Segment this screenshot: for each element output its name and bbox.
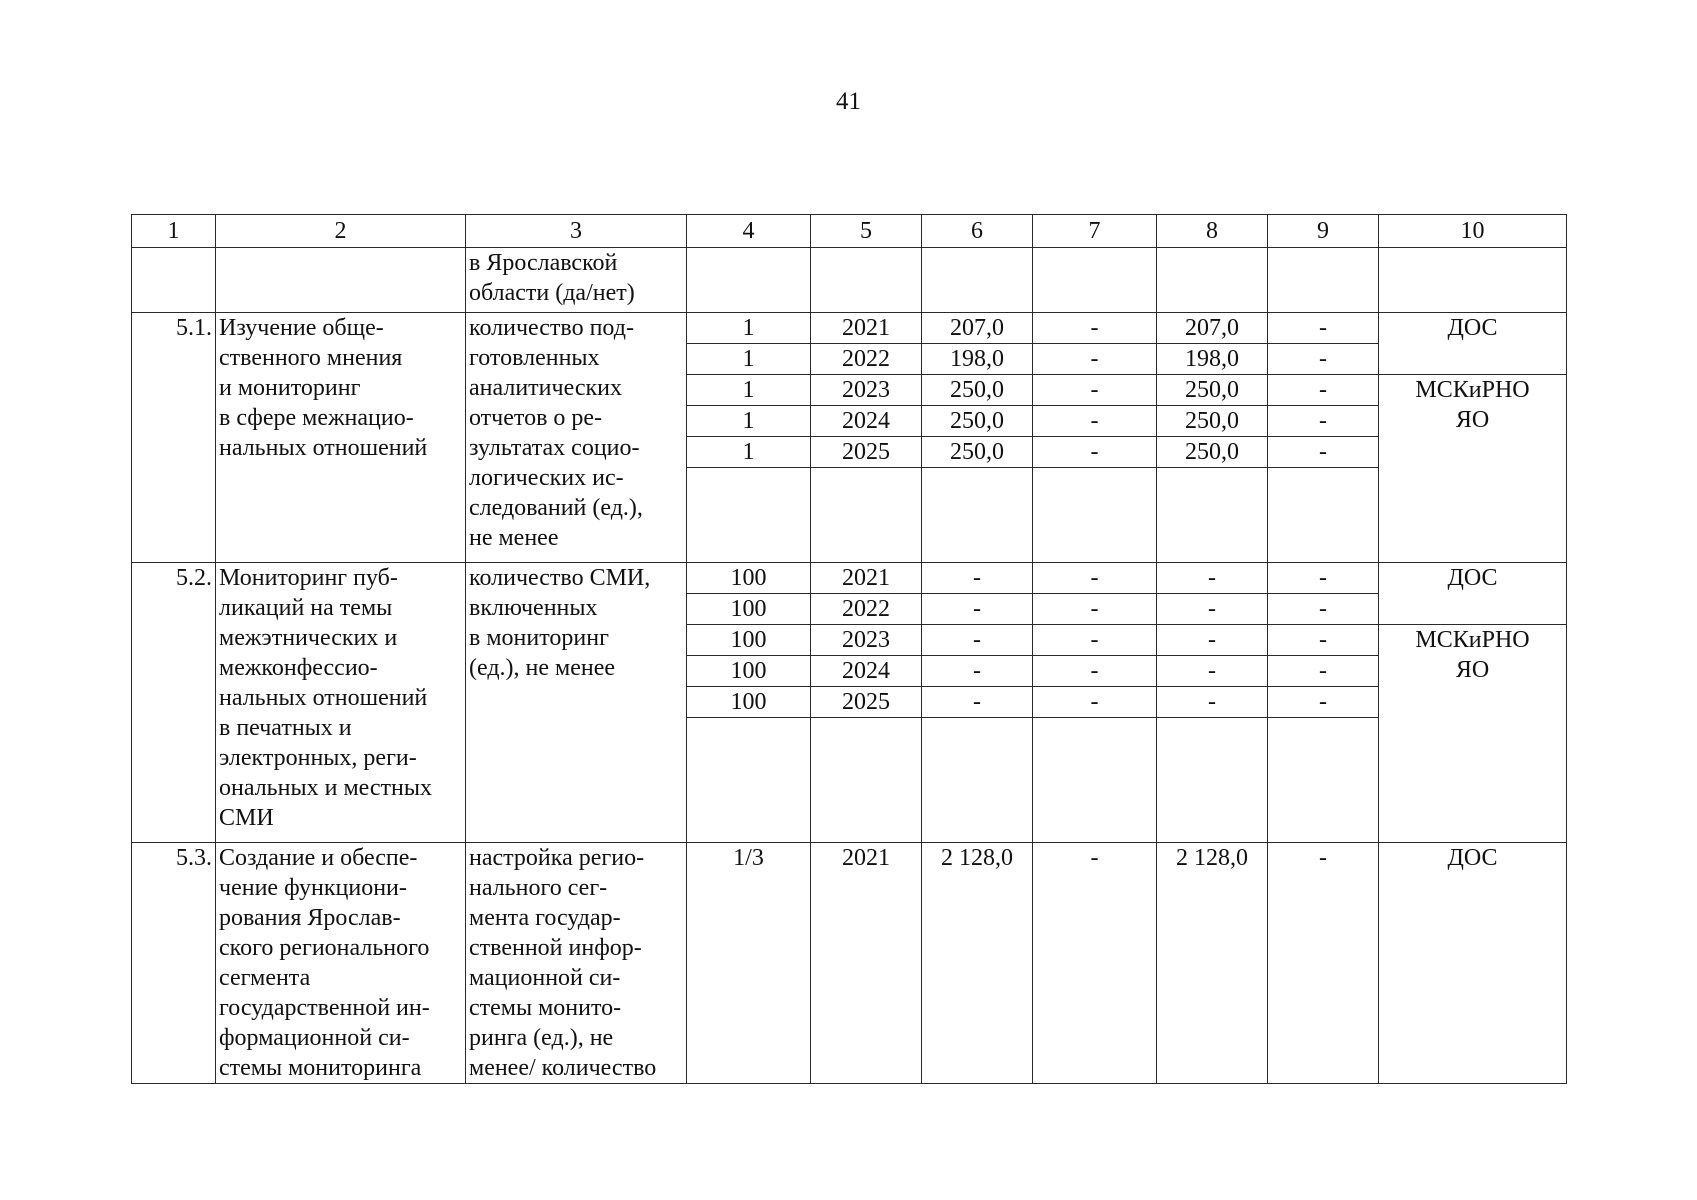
section-number: 5.3. — [132, 843, 216, 1084]
continuation-row — [132, 248, 1567, 313]
column-header: 3 — [466, 215, 687, 248]
executor-secondary: МСКиРНО ЯО — [1379, 625, 1567, 843]
column-header: 5 — [811, 215, 922, 248]
table-row: 5.1. Изучение обще- ственного мнения и мониторинг в сфере межнацио- нальных отношений количество под- готовленных аналитических отчетов о ре- зультатах социо- логических ис- следований (ед.), не менее 1 2021 207,0 - 207,0 - ДОС — [132, 313, 1567, 344]
column-header: 10 — [1379, 215, 1567, 248]
page-number: 41 — [836, 88, 861, 115]
table-row: 1 2022 198,0 - 198,0 - — [132, 344, 1567, 375]
column-header: 8 — [1157, 215, 1268, 248]
table-row: 5.3. Создание и обеспе- чение функциони- рования Ярослав- ского регионального сегмента государственной ин- формационной си- стемы мониторинга настройка регио- нального сег- мента государ- ственной инфор- мационной си- стемы монито- ринга (ед.), не менее/ количество 1/3 2021 2 128,0 - 2 128,0 - ДОС — [132, 843, 1567, 1084]
executor-primary: ДОС — [1379, 313, 1567, 375]
table-row: 100 2025 - - - - — [132, 687, 1567, 718]
section-indicator: количество под- готовленных аналитических отчетов о ре- зультатах социо- логических ис- следований (ед.), не менее — [466, 313, 687, 563]
column-header: 6 — [922, 215, 1033, 248]
column-number-row — [132, 215, 1567, 248]
column-header: 7 — [1033, 215, 1157, 248]
column-header: 2 — [216, 215, 466, 248]
executor-secondary: МСКиРНО ЯО — [1379, 375, 1567, 563]
section-indicator: количество СМИ, включенных в мониторинг (ед.), не менее — [466, 563, 687, 843]
table-row: 100 2022 - - - - — [132, 594, 1567, 625]
section-indicator: настройка регио- нального сег- мента государ- ственной инфор- мационной си- стемы монито- ринга (ед.), не менее/ количество — [466, 843, 687, 1084]
column-header: 1 — [132, 215, 216, 248]
section-name: Создание и обеспе- чение функциони- рования Ярослав- ского регионального сегмента государственной ин- формационной си- стемы мониторинга — [216, 843, 466, 1084]
table-row: 5.2. Мониторинг пуб- ликаций на темы межэтнических и межконфессио- нальных отношений в печатных и электронных, реги- ональных и местных СМИ количество СМИ, включенных в мониторинг (ед.), не менее 100 2021 - - - - ДОС — [132, 563, 1567, 594]
table-row: 1 2025 250,0 - 250,0 - — [132, 437, 1567, 468]
section-name: Мониторинг пуб- ликаций на темы межэтнических и межконфессио- нальных отношений в печатных и электронных, реги- ональных и местных СМИ — [216, 563, 466, 843]
table-row: 1 2024 250,0 - 250,0 - — [132, 406, 1567, 437]
executor-primary: ДОС — [1379, 563, 1567, 625]
column-header: 4 — [687, 215, 811, 248]
section-number: 5.1. — [132, 313, 216, 563]
executor-primary: ДОС — [1379, 843, 1567, 1084]
section-name: Изучение обще- ственного мнения и мониторинг в сфере межнацио- нальных отношений — [216, 313, 466, 563]
table-row: 100 2023 - - - - МСКиРНО ЯО — [132, 625, 1567, 656]
section-number: 5.2. — [132, 563, 216, 843]
table-row: 100 2024 - - - - — [132, 656, 1567, 687]
column-header: 9 — [1268, 215, 1379, 248]
table-row: 1 2023 250,0 - 250,0 - МСКиРНО ЯО — [132, 375, 1567, 406]
program-table — [131, 214, 1567, 1084]
continuation-indicator: в Ярославской области (да/нет) — [466, 248, 687, 313]
